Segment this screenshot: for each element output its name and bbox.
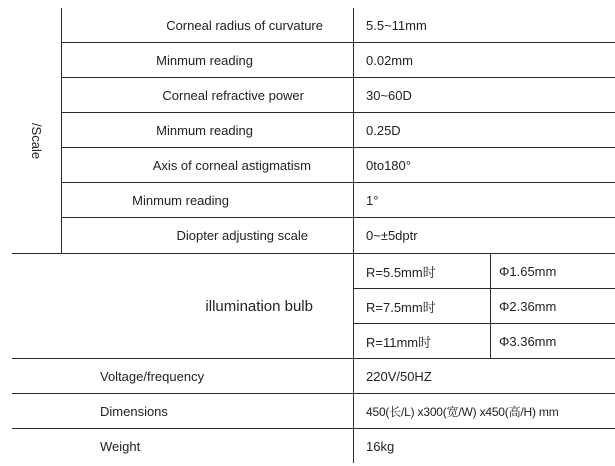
- scale-row-value: 0.02mm: [354, 43, 615, 78]
- scale-row-value: 0.25D: [354, 113, 615, 148]
- bulb-radius: R=7.5mm时: [354, 289, 491, 324]
- scale-row-name: Minmum reading: [62, 183, 354, 218]
- bulb-radius: R=11mm时: [354, 324, 491, 359]
- scale-row-value: 5.5~11mm: [354, 8, 615, 43]
- spec-value: 450(长/L) x300(宽/W) x450(高/H) mm: [354, 394, 615, 429]
- scale-row-name: Minmum reading: [62, 113, 354, 148]
- scale-row-value: 30~60D: [354, 78, 615, 113]
- spec-value: 16kg: [366, 438, 395, 454]
- bulb-diameter: Φ3.36mm: [491, 324, 615, 359]
- scale-group-label: /Scale: [29, 122, 45, 160]
- spec-name: Voltage/frequency: [12, 359, 354, 394]
- scale-row-value: 0~±5dptr: [354, 218, 615, 254]
- scale-row-name: Minmum reading: [62, 43, 354, 78]
- bulb-diameter: Φ2.36mm: [491, 289, 615, 324]
- scale-row-name: Diopter adjusting scale: [62, 218, 354, 254]
- specification-table: [12, 8, 615, 463]
- spec-value: 220V/50HZ: [354, 359, 615, 394]
- scale-row-name: Corneal radius of curvature: [62, 8, 354, 43]
- scale-row-value: 1°: [354, 183, 615, 218]
- scale-row-name: Axis of corneal astigmatism: [62, 148, 354, 183]
- scale-row-value: 0to180°: [354, 148, 615, 183]
- bulb-diameter: Φ1.65mm: [491, 254, 615, 289]
- bulb-label: illumination bulb: [12, 254, 354, 359]
- spec-name: Dimensions: [12, 394, 354, 429]
- scale-row-name: Corneal refractive power: [62, 78, 354, 113]
- spec-name: Weight: [12, 429, 354, 463]
- bulb-radius: R=5.5mm时: [354, 254, 491, 289]
